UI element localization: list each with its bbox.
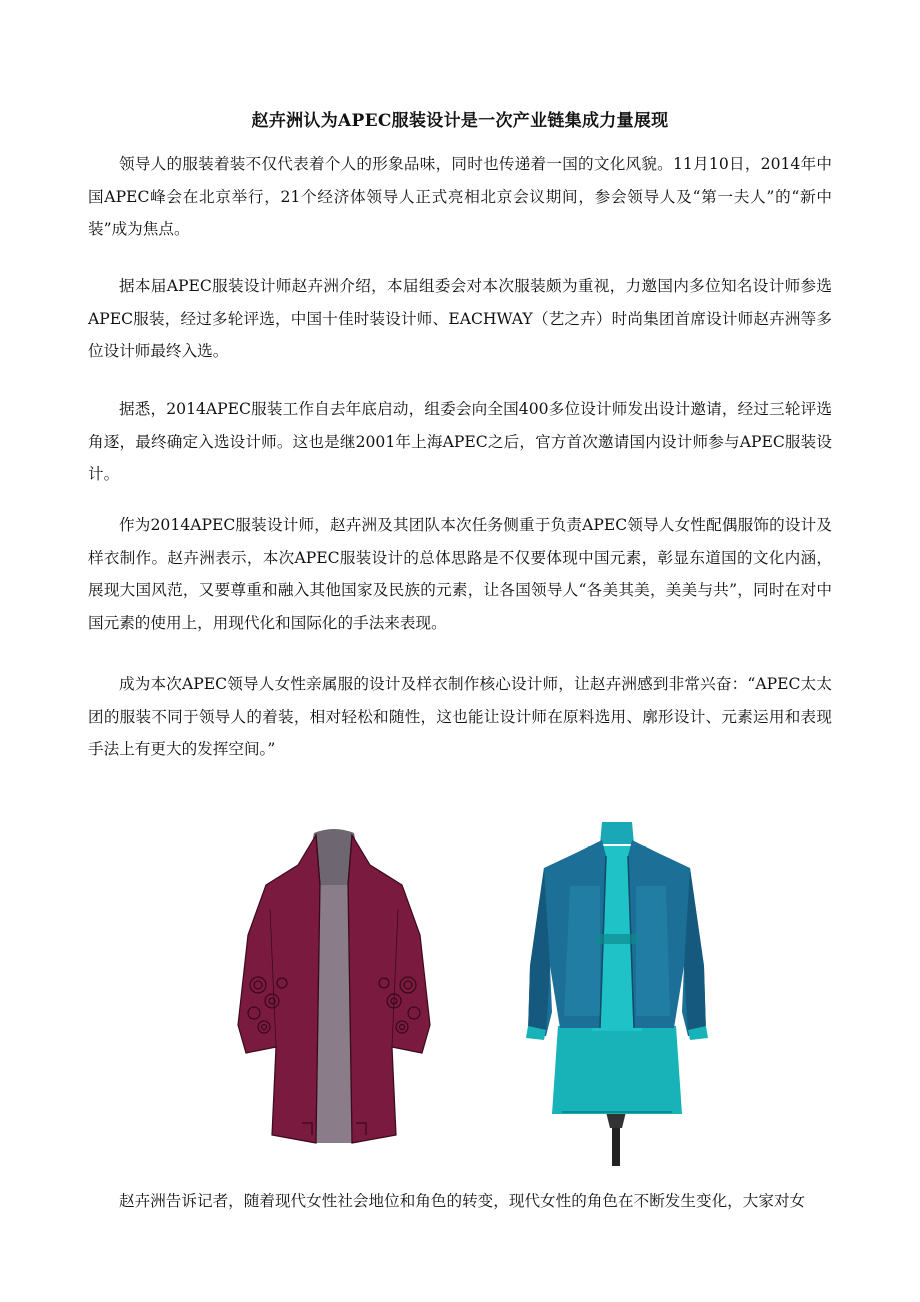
paragraph-2: 据本届APEC服装设计师赵卉洲介绍，本届组委会对本次服装颇为重视，力邀国内多位知名设计师参选APEC服装，经过多轮评选，中国十佳时装设计师、EACHWAY（艺之卉）时尚集团首席设计师赵卉洲等多位设计师最终入选。 bbox=[88, 277, 832, 360]
paragraph-3: 据悉，2014APEC服装工作自去年底启动，组委会向全国400多位设计师发出设计邀请，经过三轮评选角逐，最终确定入选设计师。这也是继2001年上海APEC之后，官方首次邀请国内设计师参与APEC服装设计。 bbox=[88, 400, 832, 483]
paragraph-6: 赵卉洲告诉记者，随着现代女性社会地位和角色的转变，现代女性的角色在不断发生变化，大家对女 bbox=[119, 1192, 806, 1210]
jacket-dress-photo bbox=[510, 816, 725, 1166]
paragraph-4: 作为2014APEC服装设计师，赵卉洲及其团队本次任务侧重于负责APEC领导人女性配偶服饰的设计及样衣制作。赵卉洲表示，本次APEC服装设计的总体思路是不仅要体现中国元素，彰显东道国的文化内涵，展现大国风范，又要尊重和融入其他国家及民族的元素，让各国领导人“各美其美，美美与共”，同时在对中国元素的使用上，用现代化和国际化的手法来表现。 bbox=[88, 516, 832, 632]
page-title: 赵卉洲认为APEC服装设计是一次产业链集成力量展现 bbox=[251, 111, 669, 131]
paragraph-5: 成为本次APEC领导人女性亲属服的设计及样衣制作核心设计师，让赵卉洲感到非常兴奋：“APEC太太团的服装不同于领导人的着装，相对轻松和随性，这也能让设计师在原料选用、廓形设计、元素运用和表现手法上有更大的发挥空间。” bbox=[88, 675, 832, 758]
paragraph-1: 领导人的服装着装不仅代表着个人的形象品味，同时也传递着一国的文化风貌。11月10日，2014年中国APEC峰会在北京举行，21个经济体领导人正式亮相北京会议期间，参会领导人及“第一夫人”的“新中装”成为焦点。 bbox=[88, 155, 832, 238]
coat-sketch-image bbox=[236, 825, 432, 1155]
